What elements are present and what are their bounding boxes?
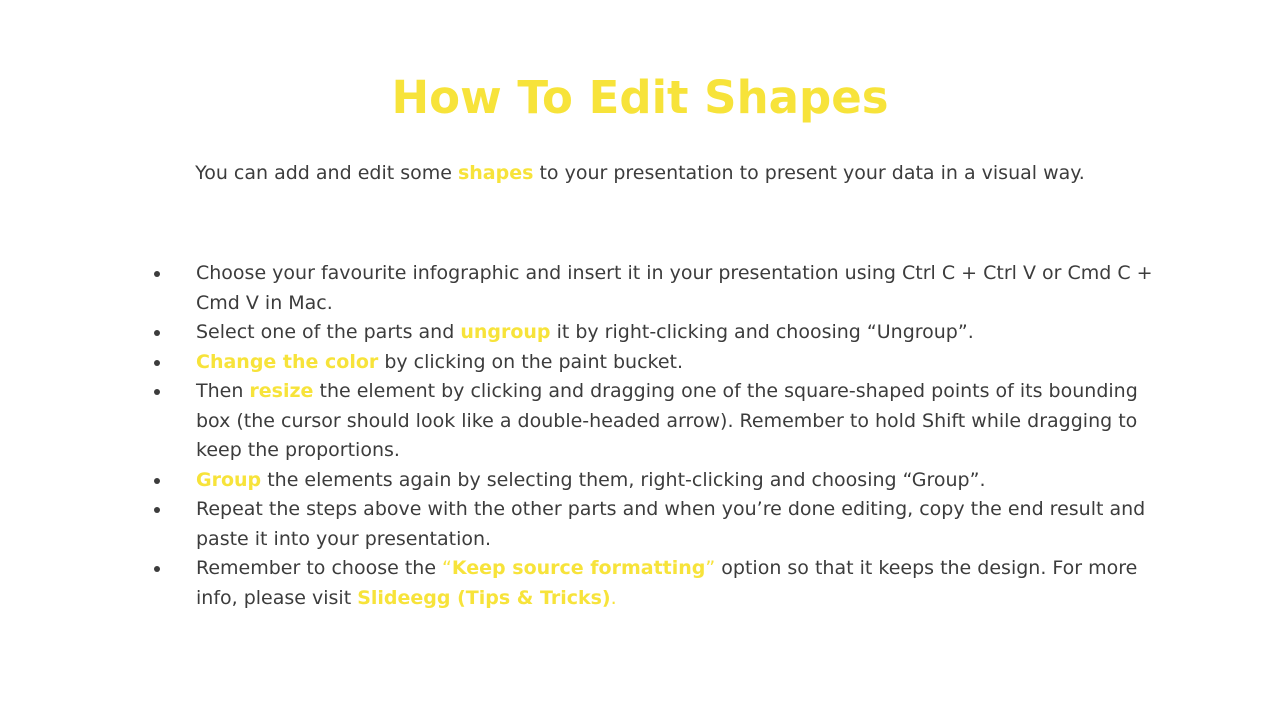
step-text: Choose your favourite infographic and insert it in your presentation using Ctrl C + Ctrl V or Cmd C + Cmd V in Mac. (196, 262, 1153, 314)
step-text: Select one of the parts and (196, 321, 461, 343)
step-highlight: Change the color (196, 350, 379, 373)
step-highlight: ungroup (460, 321, 551, 343)
intro-text (100, 158, 1180, 188)
bullet-icon (154, 566, 160, 572)
step-text: it by right-clicking and choosing “Ungroup”. (550, 321, 974, 343)
step-item (150, 348, 1160, 378)
intro-before: You can add and edit some (195, 162, 458, 184)
bullet-icon (154, 478, 160, 484)
step-text: . (610, 586, 617, 609)
step-text: option so that it keeps the design. For more info, please visit (196, 557, 1138, 609)
step-item (150, 466, 1160, 496)
step-text: ” (705, 557, 716, 579)
step-highlight: Slideegg (Tips & Tricks) (357, 586, 611, 609)
step-highlight: resize (249, 380, 314, 402)
slide-title: How To Edit Shapes (391, 71, 889, 124)
bullet-icon (154, 330, 160, 336)
bullet-icon (154, 360, 160, 366)
bullet-icon (154, 507, 160, 513)
steps-list (150, 259, 1160, 613)
step-text: the element by clicking and dragging one of the square-shaped points of its bounding box (the cursor should look like a double-headed arrow). Remember to hold Shift while dragging to keep the proportions. (196, 380, 1138, 461)
bullet-icon (154, 271, 160, 277)
step-item (150, 495, 1160, 554)
step-item (150, 318, 1160, 348)
intro-after: to your presentation to present your data in a visual way. (533, 162, 1085, 184)
step-text: Then (196, 380, 250, 402)
step-text: by clicking on the paint bucket. (378, 350, 684, 373)
step-item (150, 377, 1160, 466)
step-highlight: Group (196, 468, 262, 491)
step-item (150, 259, 1160, 318)
step-highlight: Keep source formatting (451, 557, 706, 579)
step-text: Repeat the steps above with the other parts and when you’re done editing, copy the end result and paste it into your presentation. (196, 498, 1146, 550)
step-text: Remember to choose the (196, 557, 443, 579)
step-text: the elements again by selecting them, right-clicking and choosing “Group”. (261, 468, 986, 491)
bullet-icon (154, 389, 160, 395)
step-item (150, 554, 1160, 613)
intro-highlight: shapes (457, 162, 534, 184)
step-text: “ (442, 557, 452, 579)
